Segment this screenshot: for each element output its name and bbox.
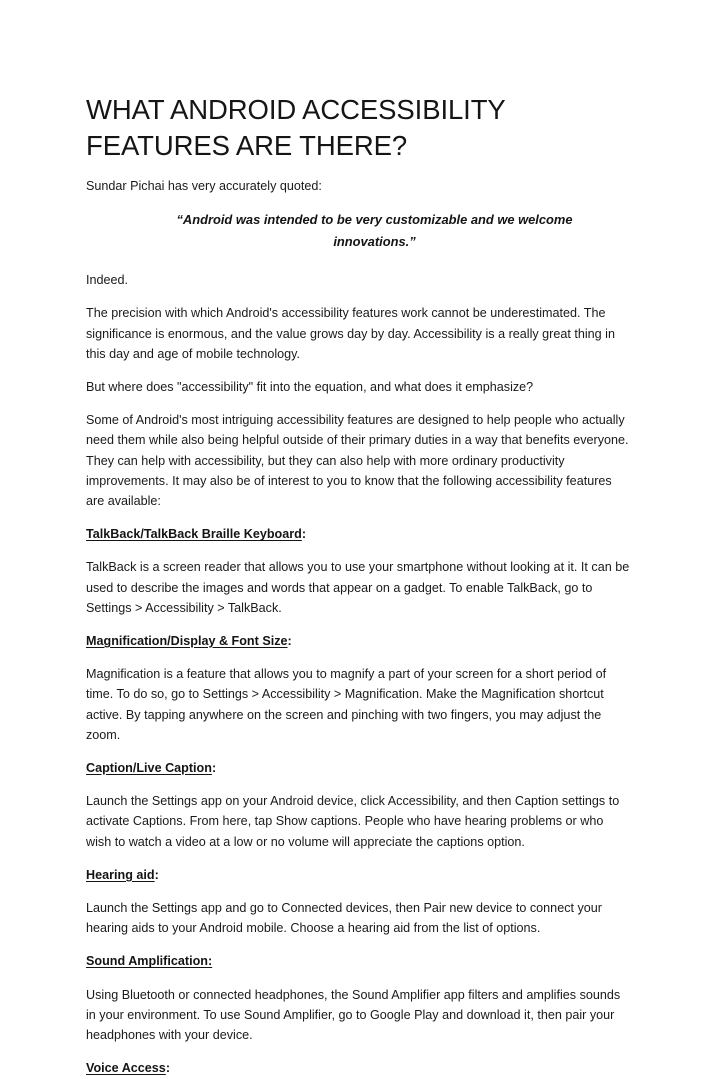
section-heading-sound-amplification	[86, 951, 633, 971]
section-heading-caption	[86, 758, 633, 778]
section-heading-magnification-label: Magnification/Display & Font Size	[86, 634, 288, 649]
section-body-magnification: Magnification is a feature that allows you to magnify a part of your screen for a short period of time. To do so, go to Settings > Accessibility > Magnification. Make the Magnification shortcut active. By tapping anywhere on the screen and pinching with two fingers, you may adjust the zoom.	[86, 667, 607, 742]
section-heading-hearing-aid-colon: :	[154, 867, 159, 882]
section-body-sound-amplification: Using Bluetooth or connected headphones, the Sound Amplifier app filters and amplifies sounds in your environment. To use Sound Amplifier, go to Google Play and download it, then pair your headphones with your device.	[86, 987, 621, 1043]
pull-quote: “Android was intended to be very customizable and we welcome innovations.”	[176, 212, 573, 250]
section-heading-voice-access-label: Voice Access	[86, 1061, 166, 1076]
section-heading-talkback-colon: :	[301, 527, 307, 542]
section-heading-voice-access-colon: :	[165, 1061, 171, 1076]
section-heading-talkback-label: TalkBack/TalkBack Braille Keyboard	[86, 527, 302, 542]
after-quote-line: Indeed.	[86, 273, 129, 288]
section-heading-magnification	[86, 631, 633, 651]
page-title: WHAT ANDROID ACCESSIBILITY FEATURES ARE THERE?	[86, 94, 506, 161]
intro-line: Sundar Pichai has very accurately quoted:	[86, 179, 322, 193]
section-body-caption: Launch the Settings app on your Android device, click Accessibility, and then Caption settings to activate Captions. From here, tap Show captions. People who have hearing problems or who wish to watch a video at a low or no volume will appreciate the captions option.	[86, 794, 620, 849]
section-body-hearing-aid: Launch the Settings app and go to Connected devices, then Pair new device to connect your hearing aids to your Android mobile. Choose a hearing aid from the list of options.	[86, 901, 602, 936]
paragraph-precision: The precision with which Android's accessibility features work cannot be underestimated. The significance is enormous, and the value grows day by day. Accessibility is a really great thing in this day and age of mobile technology.	[86, 306, 615, 361]
section-heading-sound-amplification-label: Sound Amplification:	[86, 954, 213, 969]
paragraph-question: But where does "accessibility" fit into the equation, and what does it emphasize?	[86, 380, 534, 395]
section-heading-magnification-colon: :	[287, 634, 292, 649]
section-heading-talkback	[86, 524, 633, 544]
section-body-talkback: TalkBack is a screen reader that allows you to use your smartphone without looking at it. It can be used to describe the images and words that appear on a gadget. To enable TalkBack, go to Settings > Accessibility > TalkBack.	[86, 560, 630, 615]
section-heading-hearing-aid-label: Hearing aid	[86, 867, 155, 882]
section-heading-caption-label: Caption/Live Caption	[86, 761, 212, 776]
section-heading-voice-access	[86, 1058, 633, 1078]
section-heading-caption-colon: :	[211, 761, 217, 776]
section-heading-hearing-aid	[86, 865, 633, 885]
paragraph-intriguing: Some of Android's most intriguing accessibility features are designed to help people who actually need them while also being helpful outside of their primary duties in a way that benefits everyone. They can help with accessibility, but they can also help with more ordinary productivity improvements. It may also be of interest to you to know that the following accessibility features are available:	[86, 413, 629, 509]
